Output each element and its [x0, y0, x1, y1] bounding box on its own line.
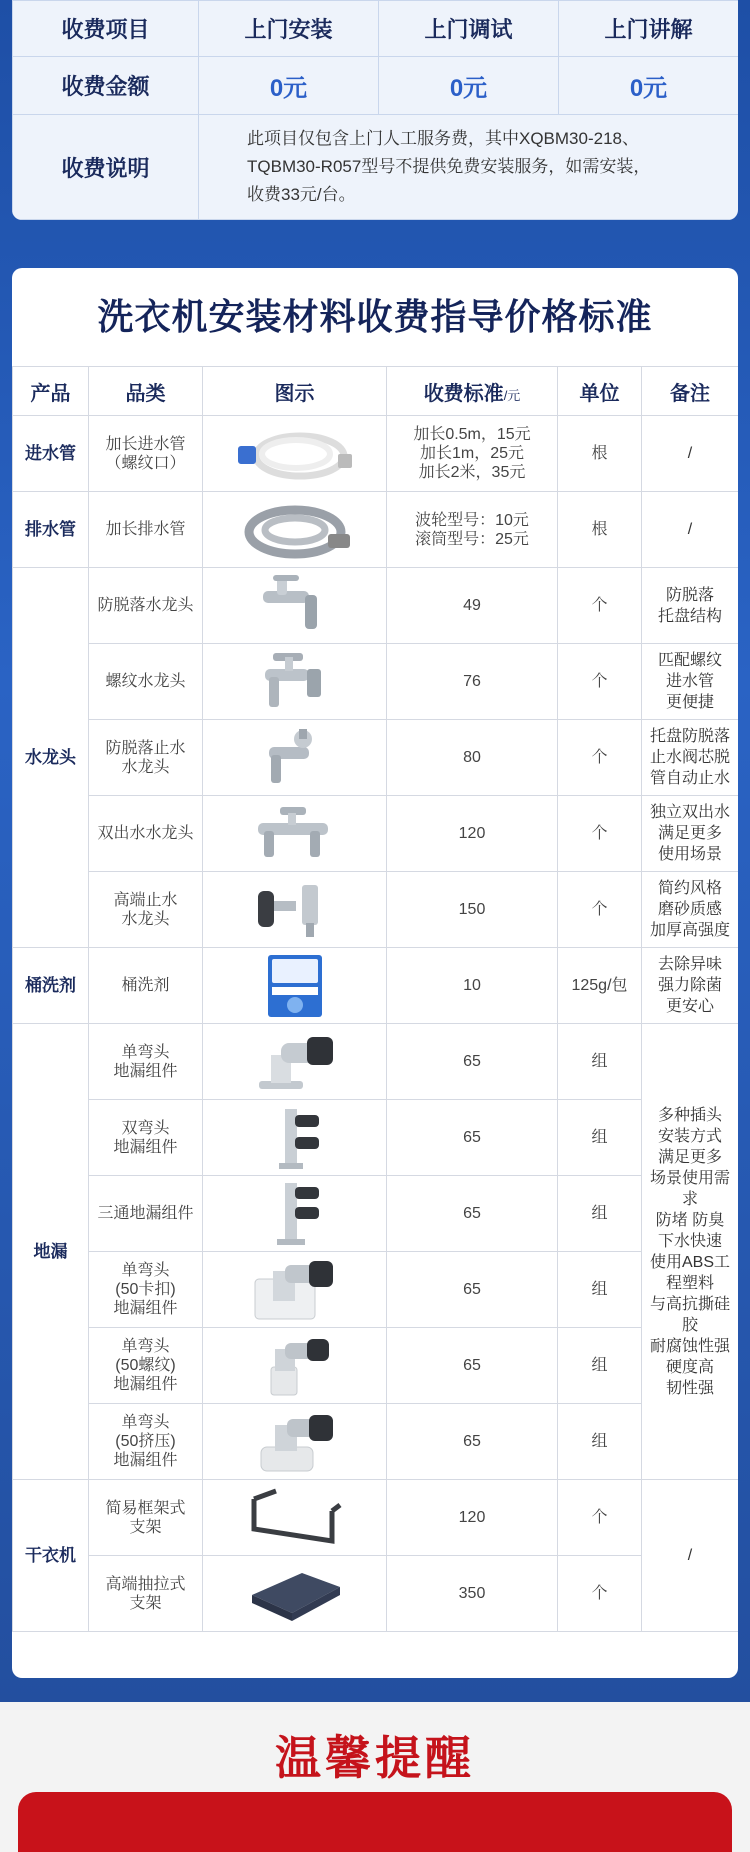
price-cell-line: 加长1m，25元: [419, 445, 525, 462]
category-cell: [89, 416, 203, 492]
group-remark-cell-line: 使用ABS工: [649, 1253, 731, 1271]
group-remark-cell-line: 下水快速: [657, 1232, 722, 1250]
category-cell-line: 地漏组件: [113, 1376, 178, 1393]
remark-cell-line: /: [687, 445, 693, 462]
single-elbow-drain-icon: [203, 1026, 386, 1098]
group-remark-cell-line: /: [687, 1547, 693, 1564]
price-cell: [387, 492, 558, 568]
price-cell: [387, 1100, 558, 1176]
fee-header-row: [13, 1, 739, 57]
image-cell: [203, 492, 387, 568]
fee-note-line: TQBM30-R057型号不提供免费安装服务，如需安装，: [247, 157, 651, 176]
fee-header-item: 收费项目: [13, 1, 199, 57]
category-cell-line: 水龙头: [121, 910, 170, 928]
stop-faucet-icon: [203, 722, 386, 794]
fee-header-install: 上门安装: [199, 1, 379, 57]
price-cell-line: 加长0.5m，15元: [413, 426, 531, 443]
header-image: 图示: [203, 367, 387, 416]
faucet-icon: [203, 570, 386, 642]
table-row: [13, 416, 739, 492]
remark-cell-line: 更安心: [665, 998, 714, 1015]
material-header-row: [13, 367, 739, 416]
premium-faucet-icon: [203, 874, 386, 946]
table-row: [13, 796, 739, 872]
fee-amount-install: 0元: [199, 57, 379, 115]
fee-note-line: 收费33元/台。: [247, 185, 356, 204]
category-cell-line: 双出水水龙头: [97, 825, 194, 842]
reminder-banner: [18, 1792, 732, 1852]
price-cell: [387, 796, 558, 872]
unit-cell: 125g/包: [558, 948, 642, 1024]
category-cell: [89, 1328, 203, 1404]
price-cell: [387, 1024, 558, 1100]
category-cell: [89, 644, 203, 720]
group-remark-cell-line: 多种插头: [657, 1106, 722, 1124]
category-cell-line: 高端抽拉式: [105, 1575, 186, 1593]
header-product: 产品: [13, 367, 89, 416]
unit-cell: 组: [558, 1100, 642, 1176]
group-remark-cell-line: 场景使用需求: [649, 1169, 730, 1208]
unit-cell: 根: [558, 492, 642, 568]
fee-amount-label: 收费金额: [13, 57, 199, 115]
product-cell: 进水管: [13, 416, 89, 492]
squeeze-elbow-drain-icon: [203, 1406, 386, 1478]
header-unit: 单位: [558, 367, 642, 416]
image-cell: [203, 796, 387, 872]
category-cell-line: 单弯头: [121, 1338, 170, 1355]
price-cell-line: 65: [463, 1205, 481, 1222]
price-cell: [387, 1556, 558, 1632]
threaded-faucet-icon: [203, 646, 386, 718]
remark-cell: [642, 644, 739, 720]
fee-note-line: 此项目仅包含上门人工服务费，其中XQBM30-218、: [247, 129, 639, 148]
price-cell-line: 80: [463, 749, 481, 766]
category-cell: [89, 872, 203, 948]
unit-cell: 个: [558, 796, 642, 872]
reminder-title: 温馨提醒: [275, 1732, 475, 1784]
price-cell-line: 65: [463, 1433, 481, 1450]
price-cell-line: 65: [463, 1357, 481, 1374]
image-cell: [203, 644, 387, 720]
image-cell: [203, 1328, 387, 1404]
category-cell-line: 三通地漏组件: [97, 1205, 194, 1222]
remark-cell: [642, 492, 739, 568]
category-cell-line: 支架: [129, 1594, 162, 1612]
product-cell: 地漏: [13, 1024, 89, 1480]
water-inlet-hose-icon: [203, 418, 386, 490]
price-cell: [387, 872, 558, 948]
price-cell-line: 波轮型号：10元: [415, 511, 529, 529]
remark-cell: [642, 568, 739, 644]
price-cell: [387, 1480, 558, 1556]
dual-outlet-faucet-icon: [203, 798, 386, 870]
fee-amount-debug: 0元: [379, 57, 559, 115]
table-row: [13, 492, 739, 568]
unit-cell: 个: [558, 872, 642, 948]
category-cell-line: 加长排水管: [105, 521, 186, 538]
remark-cell-line: 去除异味: [657, 956, 722, 973]
price-cell-line: 350: [458, 1585, 486, 1602]
price-cell-line: 加长2米，35元: [418, 464, 526, 481]
category-cell: [89, 1176, 203, 1252]
service-fee-table: [12, 0, 738, 220]
category-cell-line: 防脱落水龙头: [97, 597, 194, 614]
unit-cell: 个: [558, 568, 642, 644]
group-remark-cell-line: 安装方式: [657, 1127, 722, 1145]
remark-cell-line: 托盘防脱落: [649, 728, 730, 745]
fee-header-debug: 上门调试: [379, 1, 559, 57]
tee-drain-icon: [203, 1178, 386, 1250]
service-fee-card: [12, 0, 738, 220]
price-cell-line: 120: [458, 825, 486, 842]
unit-cell: 组: [558, 1024, 642, 1100]
price-cell-line: 120: [458, 1509, 486, 1526]
header-price-unit: /元: [503, 387, 521, 403]
unit-cell: 个: [558, 1480, 642, 1556]
price-cell-line: 49: [463, 597, 481, 614]
double-elbow-drain-icon: [203, 1102, 386, 1174]
remark-cell-line: 更便捷: [665, 694, 714, 711]
material-price-card: [12, 268, 738, 1678]
price-cell: [387, 644, 558, 720]
fee-note-row: [13, 115, 739, 220]
table-row: [13, 872, 739, 948]
unit-cell: 个: [558, 1556, 642, 1632]
group-remark-cell-line: 与高抗撕硅胶: [649, 1295, 730, 1334]
remark-cell-line: /: [687, 521, 693, 538]
price-cell: [387, 568, 558, 644]
category-cell-line: (50螺纹): [115, 1357, 176, 1374]
table-row: [13, 1100, 739, 1176]
category-cell-line: （螺纹口）: [105, 454, 186, 472]
table-row: [13, 1252, 739, 1328]
price-cell: [387, 720, 558, 796]
unit-cell: 个: [558, 720, 642, 796]
group-remark-cell-line: 硬度高: [665, 1358, 714, 1376]
header-remark: 备注: [642, 367, 739, 416]
material-table-body: [13, 416, 739, 1632]
header-price-label: 收费标准: [423, 382, 504, 405]
price-cell: [387, 416, 558, 492]
category-cell: [89, 1100, 203, 1176]
category-cell-line: 加长进水管: [105, 435, 186, 453]
image-cell: [203, 1176, 387, 1252]
price-cell: [387, 1252, 558, 1328]
price-cell: [387, 1328, 558, 1404]
product-cell: 水龙头: [13, 568, 89, 948]
unit-cell: 根: [558, 416, 642, 492]
price-cell: [387, 948, 558, 1024]
category-cell-line: 单弯头: [121, 1262, 170, 1279]
image-cell: [203, 416, 387, 492]
remark-cell-line: 管自动止水: [649, 770, 730, 787]
group-remark-cell-line: 防堵 防臭: [655, 1211, 725, 1229]
table-row: [13, 1404, 739, 1480]
category-cell: [89, 1252, 203, 1328]
category-cell: [89, 1480, 203, 1556]
fee-amount-row: [13, 57, 739, 115]
table-row: [13, 1328, 739, 1404]
pull-out-bracket-icon: [203, 1558, 386, 1630]
product-cell: 桶洗剂: [13, 948, 89, 1024]
price-cell: [387, 1176, 558, 1252]
category-cell-line: 支架: [129, 1518, 162, 1536]
category-cell: [89, 568, 203, 644]
remark-cell: [642, 720, 739, 796]
remark-cell-line: 磨砂质感: [657, 901, 722, 918]
table-row: [13, 1480, 739, 1556]
category-cell: [89, 1404, 203, 1480]
unit-cell: 组: [558, 1328, 642, 1404]
remark-cell-line: 托盘结构: [657, 607, 722, 625]
category-cell: [89, 492, 203, 568]
remark-cell-line: 使用场景: [657, 846, 722, 863]
price-cell-line: 76: [463, 673, 481, 690]
price-cell-line: 10: [463, 977, 481, 994]
price-cell-line: 65: [463, 1281, 481, 1298]
image-cell: [203, 1252, 387, 1328]
category-cell-line: (50挤压): [115, 1433, 176, 1450]
table-row: [13, 1556, 739, 1632]
image-cell: [203, 948, 387, 1024]
image-cell: [203, 872, 387, 948]
category-cell: [89, 1556, 203, 1632]
remark-cell-line: 加厚高强度: [649, 922, 730, 939]
unit-cell: 个: [558, 644, 642, 720]
category-cell: [89, 948, 203, 1024]
category-cell-line: 水龙头: [121, 758, 170, 776]
category-cell-line: 地漏组件: [113, 1062, 178, 1080]
fee-header-explain: 上门讲解: [559, 1, 739, 57]
product-cell: 排水管: [13, 492, 89, 568]
image-cell: [203, 1100, 387, 1176]
image-cell: [203, 568, 387, 644]
fee-note-label: 收费说明: [13, 115, 199, 220]
simple-frame-bracket-icon: [203, 1482, 386, 1554]
category-cell-line: 单弯头: [121, 1043, 170, 1061]
image-cell: [203, 1480, 387, 1556]
category-cell-line: 螺纹水龙头: [105, 673, 186, 690]
remark-cell-line: 强力除菌: [657, 977, 722, 994]
remark-cell: [642, 416, 739, 492]
remark-cell-line: 匹配螺纹: [657, 652, 722, 669]
remark-cell: [642, 872, 739, 948]
unit-cell: 组: [558, 1404, 642, 1480]
image-cell: [203, 1024, 387, 1100]
header-category: 品类: [89, 367, 203, 416]
table-row: [13, 1176, 739, 1252]
material-price-table: [12, 366, 738, 1632]
group-remark-cell: [642, 1480, 739, 1632]
category-cell-line: 防脱落止水: [105, 739, 186, 757]
group-remark-cell-line: 韧性强: [665, 1379, 714, 1397]
unit-cell: 组: [558, 1176, 642, 1252]
category-cell-line: 地漏组件: [113, 1452, 178, 1469]
image-cell: [203, 720, 387, 796]
table-row: [13, 720, 739, 796]
price-cell-line: 65: [463, 1053, 481, 1070]
table-row: [13, 644, 739, 720]
header-price: [387, 367, 558, 416]
threaded-elbow-drain-icon: [203, 1330, 386, 1402]
material-price-title: 洗衣机安装材料收费指导价格标准: [97, 296, 653, 337]
category-cell: [89, 796, 203, 872]
price-cell: [387, 1404, 558, 1480]
table-row: [13, 948, 739, 1024]
image-cell: [203, 1556, 387, 1632]
clip-elbow-drain-icon: [203, 1254, 386, 1326]
price-cell-line: 150: [458, 901, 486, 918]
category-cell-line: 单弯头: [121, 1414, 170, 1431]
category-cell: [89, 720, 203, 796]
category-cell-line: 双弯头: [121, 1119, 170, 1137]
remark-cell-line: 简约风格: [657, 880, 722, 897]
category-cell: [89, 1024, 203, 1100]
price-cell-line: 滚筒型号：25元: [415, 530, 529, 548]
category-cell-line: 地漏组件: [113, 1138, 178, 1156]
remark-cell: [642, 948, 739, 1024]
category-cell-line: 简易框架式: [105, 1499, 186, 1517]
remark-cell-line: 满足更多: [657, 825, 722, 842]
category-cell-line: 高端止水: [113, 891, 178, 909]
product-cell: 干衣机: [13, 1480, 89, 1632]
group-remark-cell-line: 程塑料: [665, 1274, 714, 1292]
remark-cell-line: 防脱落: [665, 586, 714, 604]
drain-hose-icon: [203, 494, 386, 566]
image-cell: [203, 1404, 387, 1480]
table-row: [13, 1024, 739, 1100]
fee-note-text: [199, 115, 739, 220]
group-remark-cell-line: 耐腐蚀性强: [649, 1337, 730, 1355]
unit-cell: 组: [558, 1252, 642, 1328]
price-cell-line: 65: [463, 1129, 481, 1146]
category-cell-line: 地漏组件: [113, 1300, 178, 1317]
remark-cell-line: 止水阀芯脱: [649, 749, 730, 766]
remark-cell: [642, 796, 739, 872]
category-cell-line: 桶洗剂: [121, 977, 170, 994]
remark-cell-line: 进水管: [665, 673, 714, 690]
category-cell-line: (50卡扣): [115, 1281, 176, 1298]
group-remark-cell-line: 满足更多: [657, 1148, 722, 1166]
fee-amount-explain: 0元: [559, 57, 739, 115]
remark-cell-line: 独立双出水: [649, 804, 730, 821]
group-remark-cell: [642, 1024, 739, 1480]
table-row: [13, 568, 739, 644]
tub-cleaner-pack-icon: [203, 950, 386, 1022]
